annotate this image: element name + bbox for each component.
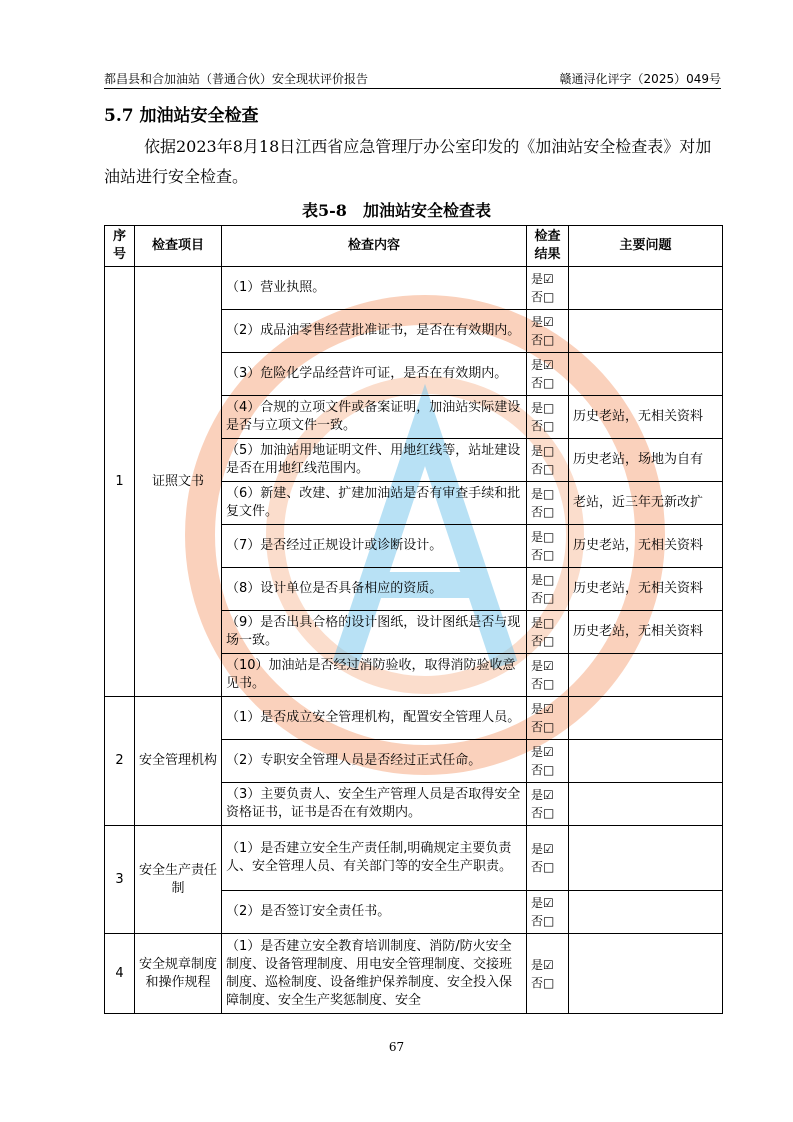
check-result	[527, 310, 569, 353]
result-yes: 是☑	[531, 788, 554, 802]
result-yes: 是☑	[531, 896, 554, 910]
check-item: 安全管理机构	[135, 697, 222, 826]
result-yes: 是□	[531, 401, 555, 415]
result-no: 否□	[531, 548, 555, 562]
main-problem	[569, 826, 723, 891]
check-result	[527, 826, 569, 891]
check-content: （6）新建、改建、扩建加油站是否有审查手续和批复文件。	[222, 482, 527, 525]
check-item: 安全生产责任制	[135, 826, 222, 934]
check-content: （1）是否建立安全生产责任制,明确规定主要负责人、安全管理人员、有关部门等的安全生产职责。	[222, 826, 527, 891]
check-content: （5）加油站用地证明文件、用地红线等，站址建设是否在用地红线范围内。	[222, 439, 527, 482]
check-result	[527, 396, 569, 439]
check-content: （1）是否成立安全管理机构，配置安全管理人员。	[222, 697, 527, 740]
group-number: 3	[105, 826, 135, 934]
check-content: （2）专职安全管理人员是否经过正式任命。	[222, 740, 527, 783]
result-no: 否□	[531, 720, 555, 734]
result-no: 否□	[531, 462, 555, 476]
main-problem	[569, 353, 723, 396]
check-result	[527, 482, 569, 525]
table-header-row	[105, 226, 723, 267]
check-result	[527, 697, 569, 740]
result-yes: 是☑	[531, 957, 554, 972]
result-no: 否□	[531, 634, 555, 648]
col-header-item: 检查项目	[135, 226, 222, 267]
check-content: （8）设计单位是否具备相应的资质。	[222, 568, 527, 611]
main-problem	[569, 310, 723, 353]
result-no: 否□	[531, 806, 555, 820]
check-result	[527, 525, 569, 568]
check-result	[527, 934, 569, 1014]
result-yes: 是☑	[531, 745, 554, 759]
check-item: 证照文书	[135, 267, 222, 697]
group-number: 4	[105, 934, 135, 1014]
check-result	[527, 654, 569, 697]
table-title: 表5-8 加油站安全检查表	[302, 201, 491, 220]
main-problem: 老站，近三年无新改扩	[569, 482, 723, 525]
main-problem	[569, 740, 723, 783]
result-yes: 是☑	[531, 358, 554, 372]
check-content: （2）是否签订安全责任书。	[222, 891, 527, 934]
main-problem: 历史老站，无相关资料	[569, 611, 723, 654]
group-number: 2	[105, 697, 135, 826]
result-yes: 是□	[531, 616, 555, 630]
result-no: 否□	[531, 975, 555, 990]
section-title: 5.7 加油站安全检查	[104, 106, 259, 126]
page-number: 67	[388, 1040, 405, 1054]
check-content: （7）是否经过正规设计或诊断设计。	[222, 525, 527, 568]
result-no: 否□	[531, 677, 555, 691]
col-header-no: 序号	[105, 226, 135, 267]
col-header-problem: 主要问题	[569, 226, 723, 267]
result-no: 否□	[531, 763, 555, 777]
result-yes: 是□	[531, 444, 555, 458]
check-result	[527, 891, 569, 934]
result-no: 否□	[531, 376, 555, 390]
result-yes: 是□	[531, 530, 555, 544]
result-yes: 是☑	[531, 842, 554, 856]
result-yes: 是□	[531, 487, 555, 501]
main-problem	[569, 891, 723, 934]
result-yes: 是□	[531, 573, 555, 587]
main-problem	[569, 267, 723, 310]
col-header-content: 检查内容	[222, 226, 527, 267]
main-problem	[569, 934, 723, 1014]
check-content: （4）合规的立项文件或备案证明，加油站实际建设是否与立项文件一致。	[222, 396, 527, 439]
result-yes: 是☑	[531, 702, 554, 716]
header-report-title: 都昌县和合加油站（普通合伙）安全现状评价报告	[104, 72, 369, 86]
result-no: 否□	[531, 914, 555, 928]
check-content: （3）危险化学品经营许可证，是否在有效期内。	[222, 353, 527, 396]
page-header	[104, 68, 721, 89]
safety-check-table	[104, 225, 723, 1014]
result-no: 否□	[531, 505, 555, 519]
check-result	[527, 439, 569, 482]
result-no: 否□	[531, 419, 555, 433]
check-result	[527, 740, 569, 783]
check-result	[527, 611, 569, 654]
check-content: （1）营业执照。	[222, 267, 527, 310]
main-problem	[569, 654, 723, 697]
header-report-code: 赣通浔化评字（2025）049号	[559, 72, 721, 86]
check-result	[527, 783, 569, 826]
check-content: （3）主要负责人、安全生产管理人员是否取得安全资格证书，证书是否在有效期内。	[222, 783, 527, 826]
result-yes: 是☑	[531, 315, 554, 329]
intro-paragraph: 依据2023年8月18日江西省应急管理厅办公室印发的《加油站安全检查表》对加油站进行安全检查。	[104, 137, 712, 186]
group-number: 1	[105, 267, 135, 697]
result-no: 否□	[531, 591, 555, 605]
check-result	[527, 353, 569, 396]
main-problem: 历史老站，无相关资料	[569, 525, 723, 568]
check-result	[527, 568, 569, 611]
main-problem: 历史老站，场地为自有	[569, 439, 723, 482]
check-content: （2）成品油零售经营批准证书，是否在有效期内。	[222, 310, 527, 353]
check-content: （10）加油站是否经过消防验收，取得消防验收意见书。	[222, 654, 527, 697]
check-content: （9）是否出具合格的设计图纸，设计图纸是否与现场一致。	[222, 611, 527, 654]
check-result	[527, 267, 569, 310]
result-no: 否□	[531, 333, 555, 347]
table-row	[105, 697, 723, 740]
result-yes: 是☑	[531, 272, 554, 286]
check-content: （1）是否建立安全教育培训制度、消防/防火安全制度、设备管理制度、用电安全管理制度、交接班制度、巡检制度、设备维护保养制度、安全投入保障制度、安全生产奖惩制度、安全	[222, 934, 527, 1014]
result-yes: 是☑	[531, 659, 554, 673]
table-row	[105, 934, 723, 1014]
table-row	[105, 267, 723, 310]
main-problem: 历史老站，无相关资料	[569, 396, 723, 439]
table-row	[105, 826, 723, 891]
check-item: 安全规章制度和操作规程	[135, 934, 222, 1014]
main-problem	[569, 697, 723, 740]
main-problem	[569, 783, 723, 826]
result-no: 否□	[531, 290, 555, 304]
col-header-result: 检查结果	[527, 226, 569, 267]
main-problem: 历史老站，无相关资料	[569, 568, 723, 611]
result-no: 否□	[531, 860, 555, 874]
